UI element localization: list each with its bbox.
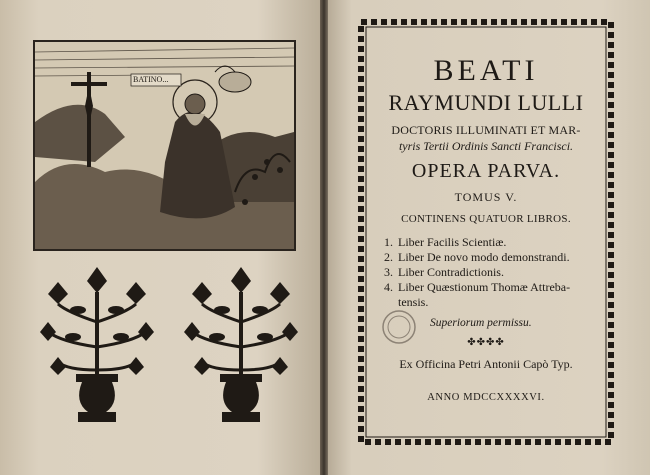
- woodcut-illustration: [33, 40, 296, 251]
- woodcut-banner-text: BATINO...: [133, 75, 169, 84]
- list-item: 4. Liber Quæstionum Thomæ Attreba-: [384, 280, 571, 294]
- title-page-text: [366, 30, 606, 435]
- volume-label: TOMUS V.: [454, 190, 518, 204]
- ornament-divider-icon: ✤✤✤✤: [467, 337, 505, 348]
- flower-vase-ornament-left: [38, 262, 156, 427]
- contents-heading: CONTINENS QUATUOR LIBROS.: [401, 213, 571, 225]
- title-line-order: tyris Tertii Ordinis Sancti Francisci.: [398, 139, 574, 153]
- title-line-beati: BEATI: [433, 54, 539, 87]
- work-title: OPERA PARVA.: [411, 160, 561, 182]
- printer-line: Ex Officina Petri Antonii Capò Typ.: [399, 357, 573, 371]
- list-item: 1. Liber Facilis Scientiæ.: [384, 235, 507, 249]
- list-item: 2. Liber De novo modo demonstrandi.: [384, 250, 570, 264]
- year-line: ANNO MDCCXXXXVI.: [427, 392, 545, 403]
- book-gutter: [320, 0, 328, 475]
- flower-vase-ornament-right: [182, 262, 300, 427]
- book-list: [384, 235, 606, 310]
- list-item-continuation: tensis.: [398, 295, 429, 309]
- title-line-author: RAYMUNDI LULLI: [388, 90, 584, 115]
- list-item: 3. Liber Contradictionis.: [384, 265, 504, 279]
- title-line-doctoris: DOCTORIS ILLUMINATI ET MAR-: [391, 123, 581, 137]
- permission-line: Superiorum permissu.: [430, 317, 532, 329]
